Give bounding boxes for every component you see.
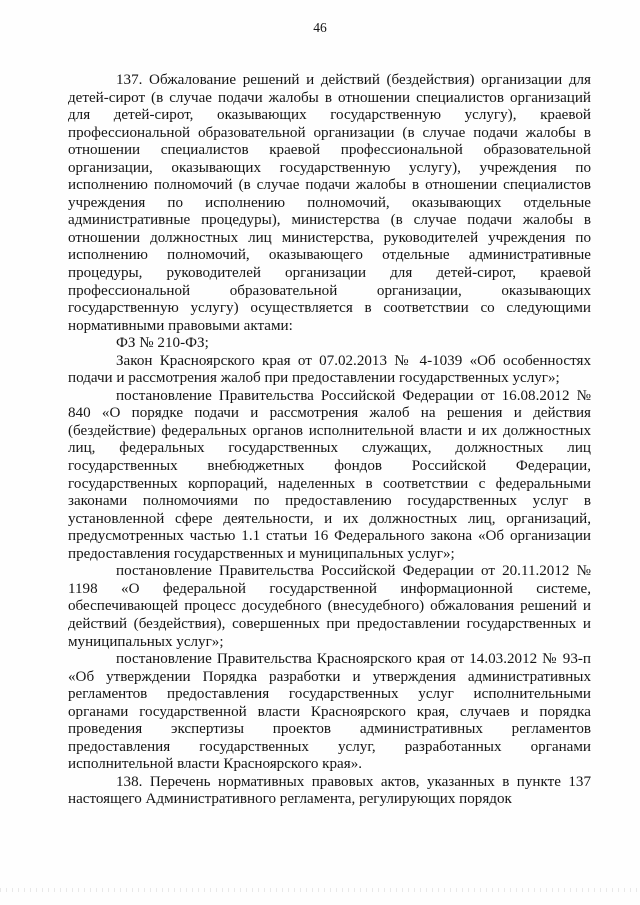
paragraph-fz-210: ФЗ № 210-ФЗ; — [116, 335, 209, 352]
paragraph-krasnoyarsk-law: Закон Красноярского края от 07.02.2013 № 4-1039 «Об особенностях подачи и рассмотрения жалоб при предоставлении государственных услуг»; — [68, 352, 591, 387]
paragraph-resolution-93p: постановление Правительства Красноярского края от 14.03.2012 № 93-п «Об утверждении Порядка разработки и утверждения административных регламентов предоставления государственных услуг исполнительными органами государственной власти Красноярского края, случаев и порядка проведения экспертизы проектов административных регламентов предоставления государственных услуг, разработанных органами исполнительной власти Красноярского края». — [68, 651, 591, 773]
paragraph-resolution-1198: постановление Правительства Российской Федерации от 20.11.2012 № 1198 «О федеральной государственной информационной системе, обеспечивающей процесс досудебного (внесудебного) обжалования решений и действий (бездействия), совершенных при предоставлении государственных и муниципальных услуг»; — [68, 563, 591, 650]
paragraph-137: 137. Обжалование решений и действий (бездействия) организации для детей-сирот (в случае подачи жалобы в отношении специалистов организаций для детей-сирот, оказывающих государственную услугу), краевой профессиональной образовательной организации (в случае подачи жалобы в отношении специалистов краевой профессиональной образовательной организации, оказывающих государственную услугу), учреждения по исполнению полномочий (в случае подачи жалобы в отношении специалистов учреждения по исполнению полномочий, оказывающих отдельные административные процедуры), министерства (в случае подачи жалобы в отношении должностных лиц министерства, руководителей учреждения по исполнению полномочий, оказывающего отдельные административные процедуры, руководителей организации для детей-сирот, краевой профессиональной образовательной организации, оказывающих государственную услугу) осуществляется в соответствии со следующими нормативными правовыми актами: — [68, 72, 591, 334]
page-number: 46 — [313, 20, 327, 35]
paragraph-138: 138. Перечень нормативных правовых актов, указанных в пункте 137 настоящего Административного регламента, регулирующих порядок — [68, 773, 591, 808]
paragraph-resolution-840: постановление Правительства Российской Федерации от 16.08.2012 № 840 «О порядке подачи и рассмотрения жалоб на решения и действия (бездействие) федеральных органов исполнительной власти и их должностных лиц, федеральных государственных служащих, должностных лиц государственных внебюджетных фондов Российской Федерации, государственных корпораций, наделенных в соответствии с федеральными законами полномочиями по предоставлению государственных услуг в установленной сфере деятельности, и их должностных лиц, организаций, предусмотренных частью 1.1 статьи 16 Федерального закона «Об организации предоставления государственных и муниципальных услуг»; — [68, 387, 591, 562]
document-body — [68, 72, 591, 809]
scan-edge-noise — [0, 888, 640, 892]
